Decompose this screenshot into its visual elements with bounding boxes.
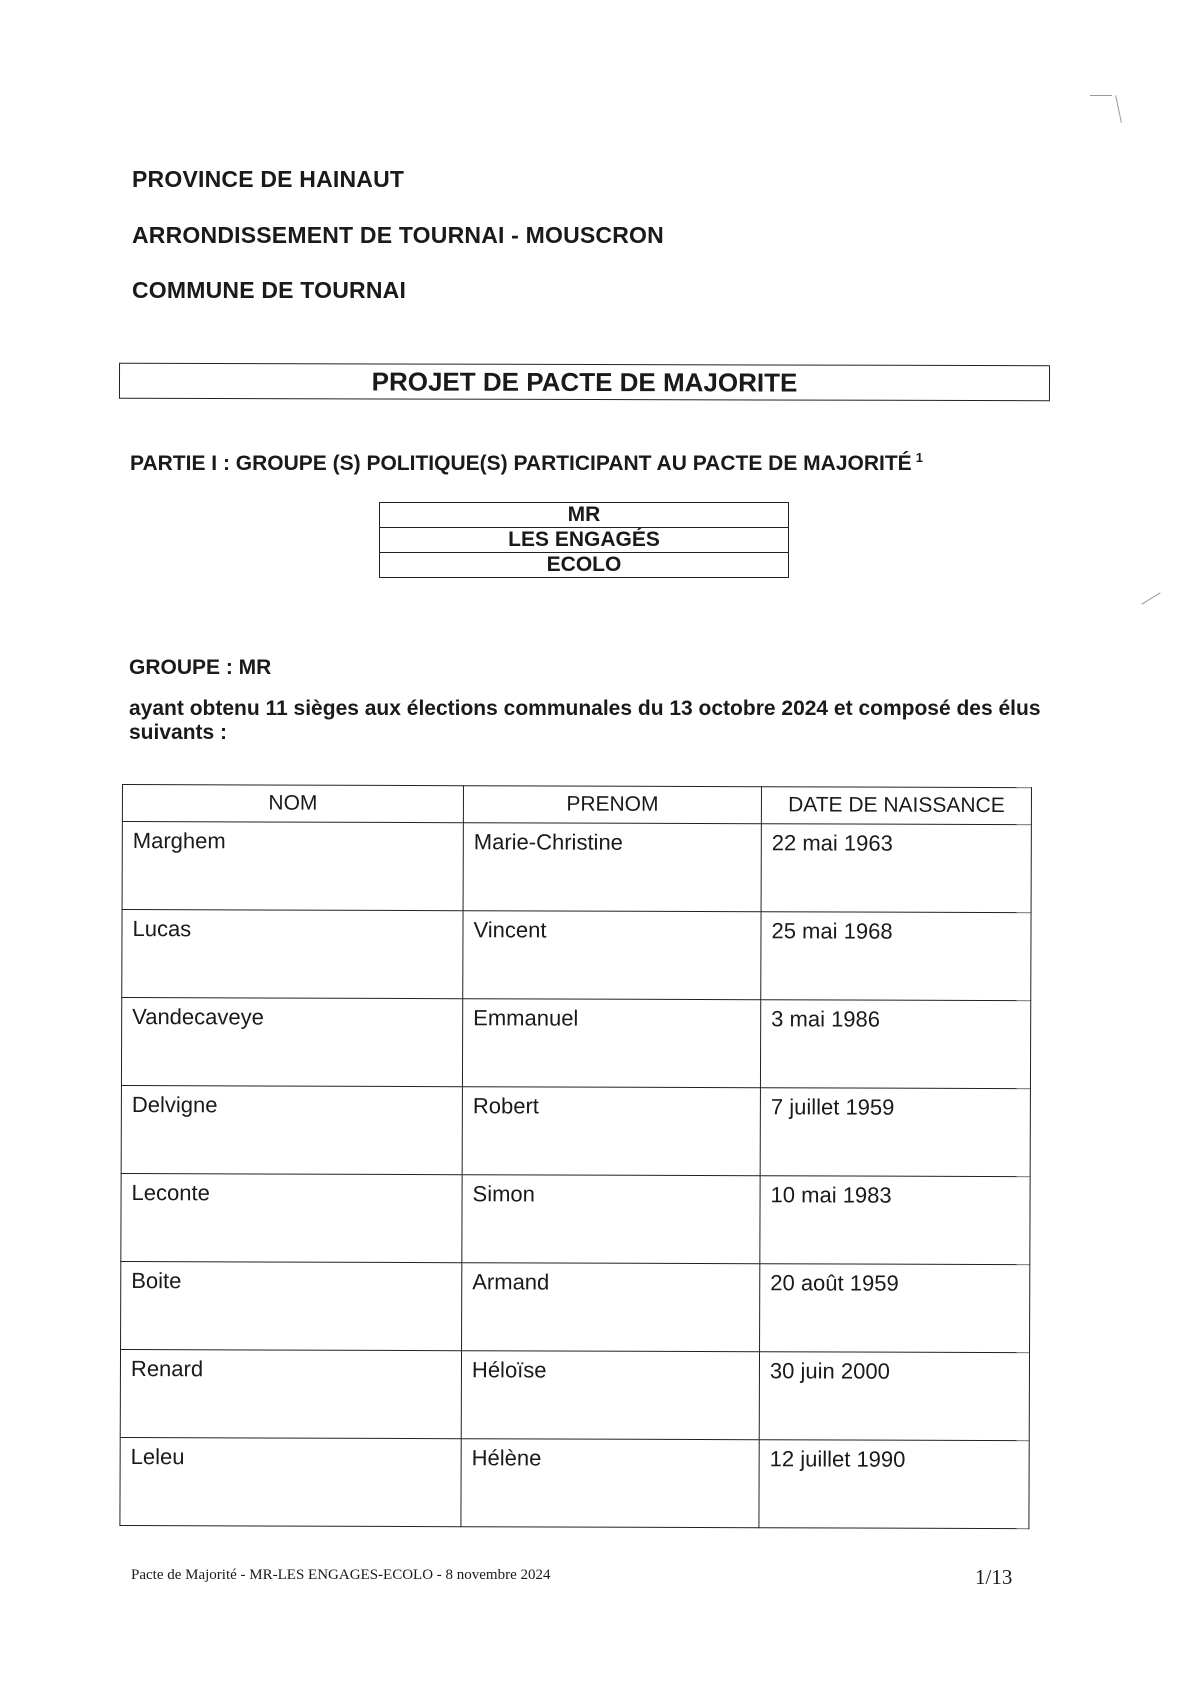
member-prenom: Hélène xyxy=(461,1439,759,1528)
scan-mark xyxy=(1115,95,1123,123)
groups-table xyxy=(379,502,789,578)
document-title: PROJET DE PACTE DE MAJORITE xyxy=(119,363,1050,401)
group-row xyxy=(380,528,789,553)
member-nom: Leconte xyxy=(121,1173,462,1262)
arrondissement-heading: ARRONDISSEMENT DE TOURNAI - MOUSCRON xyxy=(132,222,664,248)
member-prenom: Vincent xyxy=(463,911,761,1000)
member-date-naissance: 25 mai 1968 xyxy=(761,912,1031,1001)
member-prenom: Emmanuel xyxy=(462,999,760,1088)
member-nom: Lucas xyxy=(122,910,463,999)
member-date-naissance: 20 août 1959 xyxy=(760,1264,1030,1353)
column-header-nom: NOM xyxy=(122,785,463,823)
footer-text: Pacte de Majorité - MR-LES ENGAGES-ECOLO - 8 novembre 2024 xyxy=(131,1567,551,1583)
table-row xyxy=(120,1349,1029,1440)
partie-heading xyxy=(130,450,923,476)
group-row xyxy=(380,553,789,578)
commune-heading: COMMUNE DE TOURNAI xyxy=(132,277,407,303)
member-nom: Delvigne xyxy=(121,1085,462,1174)
column-header-date: DATE DE NAISSANCE xyxy=(761,787,1031,825)
member-nom: Renard xyxy=(120,1349,461,1438)
scan-mark xyxy=(1090,95,1112,96)
table-row xyxy=(121,1261,1030,1352)
member-nom: Boite xyxy=(121,1261,462,1350)
member-prenom: Simon xyxy=(462,1175,760,1264)
member-date-naissance: 12 juillet 1990 xyxy=(759,1440,1029,1529)
page-number: 1/13 xyxy=(975,1565,1013,1589)
member-prenom: Héloïse xyxy=(461,1351,759,1440)
group-name: ECOLO xyxy=(380,553,789,578)
member-date-naissance: 30 juin 2000 xyxy=(759,1352,1029,1441)
table-row xyxy=(122,910,1031,1001)
footnote-ref: 1 xyxy=(915,450,923,465)
group-name: LES ENGAGÉS xyxy=(380,528,789,553)
member-nom: Marghem xyxy=(122,822,463,911)
group-row xyxy=(380,503,789,528)
partie-heading-text: PARTIE I : GROUPE (S) POLITIQUE(S) PARTICIPANT AU PACTE DE MAJORITÉ xyxy=(130,452,912,475)
column-header-prenom: PRENOM xyxy=(463,786,761,824)
table-row xyxy=(121,1173,1030,1264)
member-nom: Vandecaveye xyxy=(121,998,462,1087)
scan-mark xyxy=(1141,592,1160,605)
table-row xyxy=(120,1437,1029,1528)
group-label: GROUPE : MR xyxy=(129,656,272,679)
members-table-header-row xyxy=(122,785,1031,825)
member-date-naissance: 10 mai 1983 xyxy=(760,1176,1030,1265)
member-prenom: Robert xyxy=(462,1087,760,1176)
member-date-naissance: 3 mai 1986 xyxy=(760,1000,1030,1089)
province-heading: PROVINCE DE HAINAUT xyxy=(132,166,405,192)
elected-intro: ayant obtenu 11 sièges aux élections communales du 13 octobre 2024 et composé des élus suivants : xyxy=(129,697,1041,744)
group-name: MR xyxy=(380,503,789,528)
member-prenom: Marie-Christine xyxy=(463,823,761,912)
member-date-naissance: 22 mai 1963 xyxy=(761,824,1031,913)
members-table xyxy=(119,784,1032,1529)
member-date-naissance: 7 juillet 1959 xyxy=(760,1088,1030,1177)
member-prenom: Armand xyxy=(462,1263,760,1352)
table-row xyxy=(121,998,1030,1089)
table-row xyxy=(122,822,1031,913)
table-row xyxy=(121,1085,1030,1176)
member-nom: Leleu xyxy=(120,1437,461,1526)
